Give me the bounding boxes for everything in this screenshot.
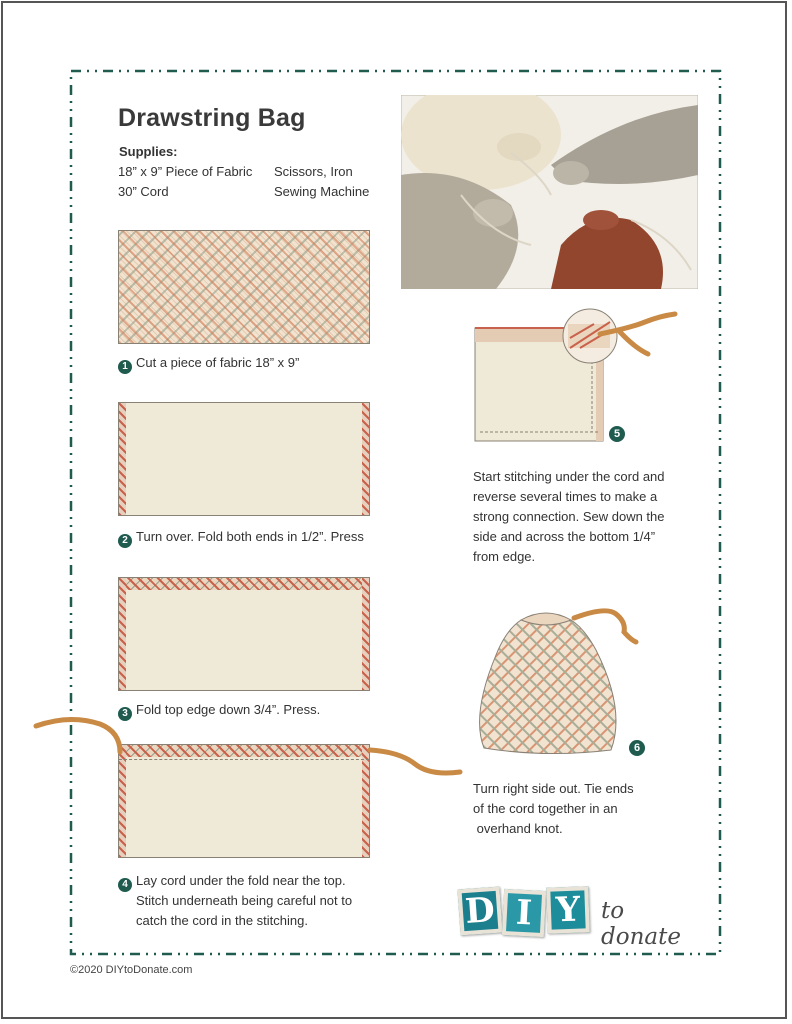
supplies-heading: Supplies:: [119, 144, 178, 159]
step-text-line: Start stitching under the cord and: [473, 469, 665, 484]
supply-item: 30” Cord: [118, 184, 169, 199]
cord-illustration: [30, 712, 470, 782]
step-text-line: Stitch underneath being careful not to: [136, 893, 353, 908]
supply-item: 18” x 9” Piece of Fabric: [118, 164, 253, 179]
step-text-line: overhand knot.: [473, 821, 563, 836]
stitching-illustration: [470, 308, 680, 448]
folded-ends-illustration: [118, 402, 370, 516]
step-text-line: from edge.: [473, 549, 536, 564]
logo-tile-i: I: [502, 889, 546, 937]
step-number-badge: 2: [118, 534, 132, 548]
step-text: Turn over. Fold both ends in 1/2”. Press: [136, 529, 364, 544]
folded-edge-right: [362, 578, 369, 690]
step-text: Fold top edge down 3/4”. Press.: [136, 702, 321, 717]
step-5-badge: 5: [609, 426, 625, 442]
folded-edge-top: [119, 578, 369, 590]
step-4: [118, 871, 346, 892]
folded-edge-left: [119, 578, 126, 690]
logo-tile-y: Y: [546, 886, 590, 933]
folded-edge-left: [119, 403, 126, 515]
step-text-line: Lay cord under the fold near the top.: [136, 873, 346, 888]
step-text-line: strong connection. Sew down the: [473, 509, 665, 524]
step-text-line: of the cord together in an: [473, 801, 618, 816]
fabric-piece-illustration: [118, 230, 370, 344]
step-text-line: reverse several times to make a: [473, 489, 658, 504]
supply-item: Scissors, Iron: [274, 164, 353, 179]
folded-top-illustration: [118, 577, 370, 691]
logo-tagline: to donate: [601, 898, 681, 950]
step-1: [118, 353, 299, 374]
bags-photo: [401, 95, 698, 289]
step-text-line: side and across the bottom 1/4”: [473, 529, 656, 544]
step-6-badge: 6: [629, 740, 645, 756]
step-2: [118, 527, 364, 548]
folded-edge-right: [362, 403, 369, 515]
step-text-line: Turn right side out. Tie ends: [473, 781, 634, 796]
step-text: Cut a piece of fabric 18” x 9”: [136, 355, 300, 370]
step-text-line: catch the cord in the stitching.: [136, 913, 308, 928]
logo-tile-d: D: [457, 887, 502, 936]
finished-bag-illustration: [466, 600, 646, 760]
step-number-badge: 3: [118, 707, 132, 721]
page-title: Drawstring Bag: [118, 104, 306, 132]
step-number-badge: 1: [118, 360, 132, 374]
supply-item: Sewing Machine: [274, 184, 370, 199]
step-number-badge: 4: [118, 878, 132, 892]
copyright-text: ©2020 DIYtoDonate.com: [70, 964, 193, 976]
diy-to-donate-logo: [455, 884, 700, 950]
